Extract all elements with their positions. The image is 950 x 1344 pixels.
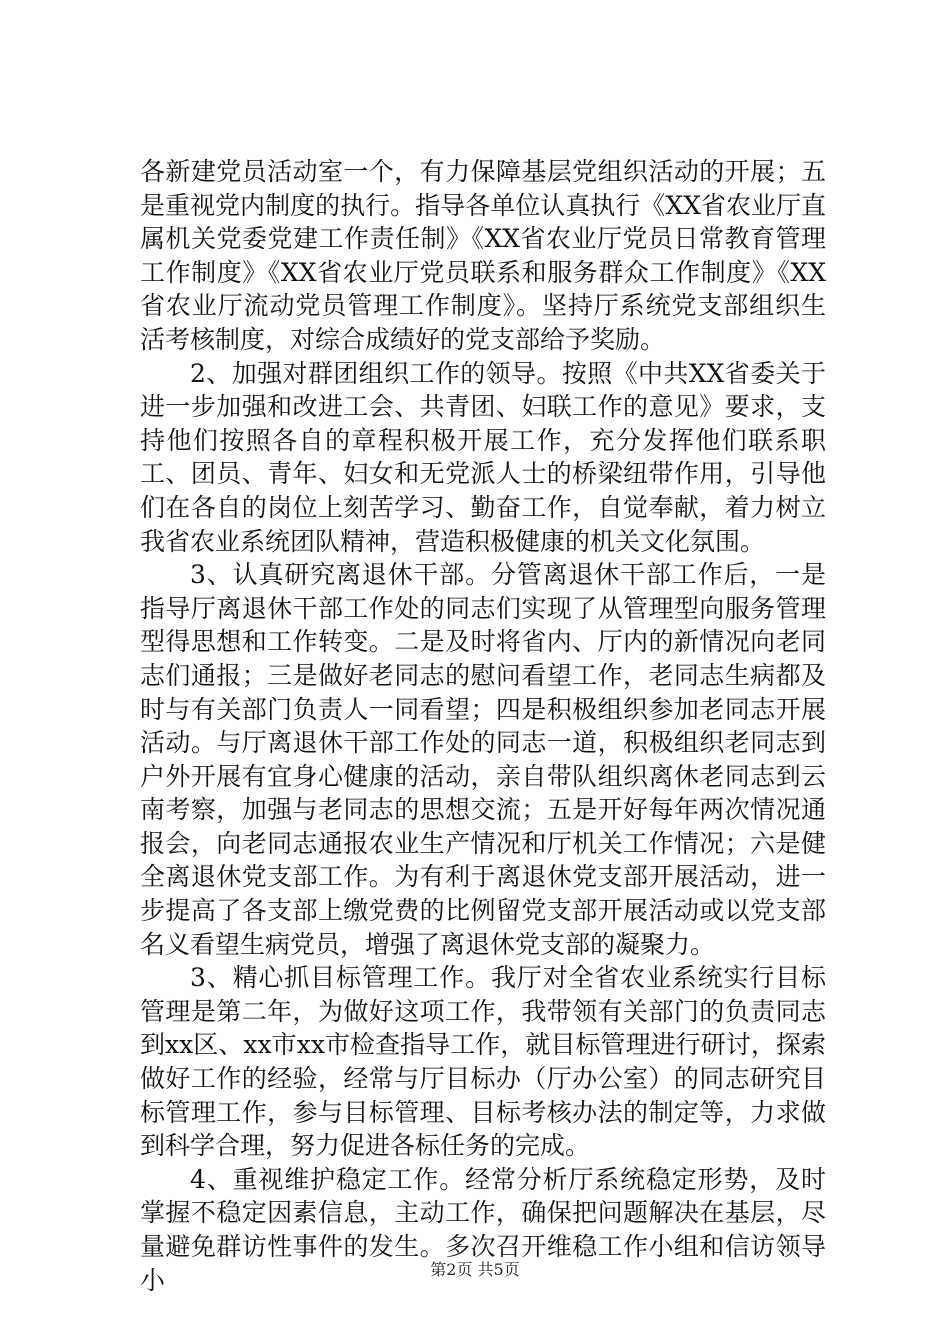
paragraph-stability: 4、重视维护稳定工作。经常分析厅系统稳定形势，及时掌握不稳定因素信息，主动工作，确保把问题解决在基层，尽量避免群访性事件的发生。多次召开维稳工作小组和信访领导小 (140, 1164, 826, 1295)
paragraph-mass-organizations: 2、加强对群团组织工作的领导。按照《中共XX省委关于进一步加强和改进工会、共青团、妇联工作的意见》要求，支持他们按照各自的章程积极开展工作，充分发挥他们联系职工、团员、青年、妇女和无党派人士的桥梁纽带作用，引导他们在各自的岗位上刻苦学习、勤奋工作，自觉奉献，着力树立我省农业系统团队精神，营造积极健康的机关文化氛围。 (140, 358, 826, 556)
paragraph-continued: 各新建党员活动室一个，有力保障基层党组织活动的开展；五是重视党内制度的执行。指导各单位认真执行《XX省农业厅直属机关党委党建工作责任制》《XX省农业厅党员日常教育管理工作制度》《XX省农业厅党员联系和服务群众工作制度》《XX省农业厅流动党员管理工作制度》。坚持厅系统党支部组织生活考核制度，对综合成绩好的党支部给予奖励。 (140, 157, 826, 354)
paragraph-target-management: 3、精心抓目标管理工作。我厅对全省农业系统实行目标管理是第二年，为做好这项工作，我带领有关部门的负责同志到xx区、xx市xx市检查指导工作，就目标管理进行研讨，探索做好工作的经验，经常与厅目标办（厅办公室）的同志研究目标管理工作，参与目标管理、目标考核办法的制定等，力求做到科学合理，努力促进各标任务的完成。 (140, 963, 826, 1161)
page-footer: 第2页 共5页 (430, 1260, 520, 1279)
paragraph-retired-cadres: 3、认真研究离退休干部。分管离退休干部工作后，一是指导厅离退休干部工作处的同志们实现了从管理型向服务管理型得思想和工作转变。二是及时将省内、厅内的新情况向老同志们通报；三是做好老同志的慰问看望工作，老同志生病都及时与有关部门负责人一同看望；四是积极组织参加老同志开展活动。与厅离退休干部工作处的同志一道，积极组织老同志到户外开展有宜身心健康的活动，亲自带队组织离休老同志到云南考察，加强与老同志的思想交流；五是开好每年两次情况通报会，向老同志通报农业生产情况和厅机关工作情况；六是健全离退休党支部工作。为有利于离退休党支部开展活动，进一步提高了各支部上缴党费的比例留党支部开展活动或以党支部名义看望生病党员，增强了离退休党支部的凝聚力。 (140, 560, 826, 959)
document-body (140, 155, 826, 1297)
